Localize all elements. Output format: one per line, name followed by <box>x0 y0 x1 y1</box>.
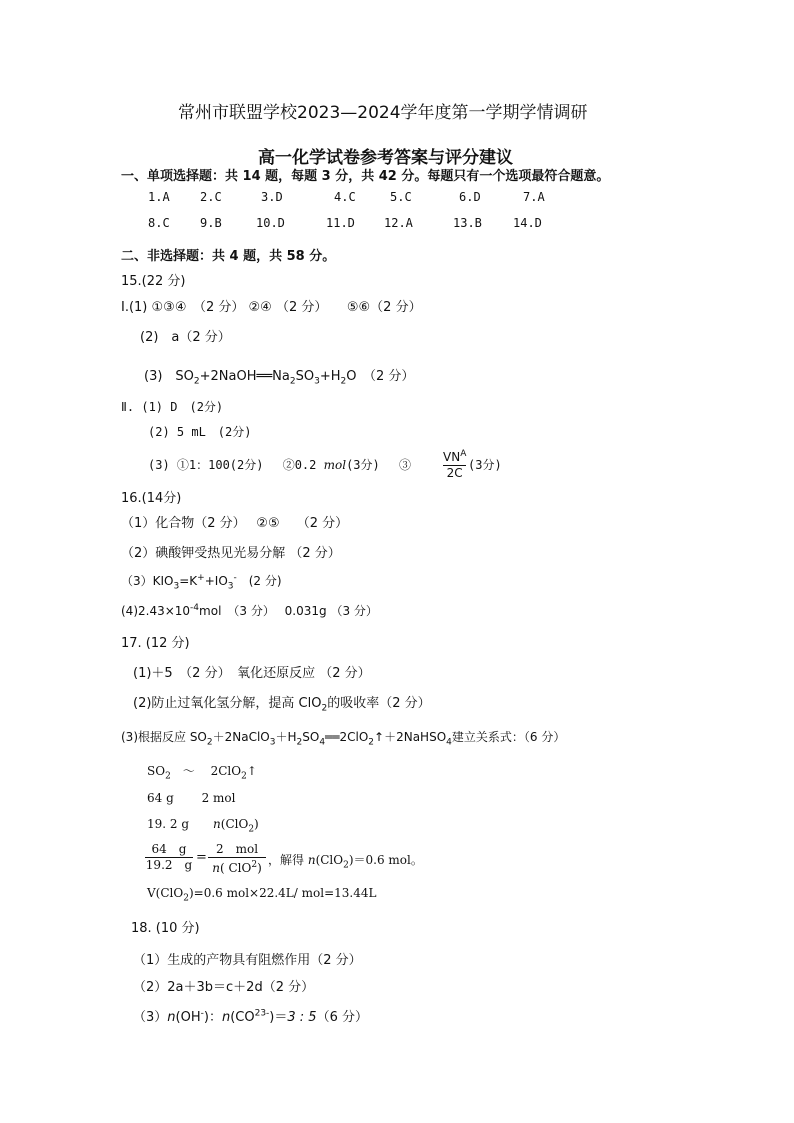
q17-relation-3: 19. 2 g n(ClO$_2$) <box>147 817 259 835</box>
q16-l1: （1）化合物（2 分） ②⑤ （2 分） <box>121 516 349 531</box>
answer-5: 5.C <box>390 190 412 204</box>
q17-fraction-1: 64 g 19.2 g <box>145 842 193 872</box>
q15-i3: (3) $SO_2+2NaOH══Na_2SO_3+H_2O$ （2 分） <box>144 369 415 387</box>
q17-fraction-2: 2 mol n( ClO$^2$) <box>208 842 266 876</box>
q16-l3: $(3)KIO_3=K^++IO_3^-$ (2 分) <box>121 573 282 592</box>
page-subtitle: 高一化学试卷参考答案与评分建议 <box>258 148 513 168</box>
answer-8: 8.C <box>148 216 170 230</box>
q18-title: 18. (10 分) <box>131 921 200 936</box>
q17-solve: ，解得 n(ClO$_2$)＝0.6 mol。 <box>268 853 423 871</box>
answer-11: 11.D <box>326 216 355 230</box>
answer-10: 10.D <box>256 216 285 230</box>
q15-ii1: Ⅱ. (1) D (2分) <box>121 400 224 414</box>
section2-heading: 二、非选择题：共 4 题，共 58 分。 <box>121 249 336 264</box>
q17-equals: = <box>196 850 207 865</box>
q15-ii3-score: (3分) <box>468 458 502 472</box>
answer-12: 12.A <box>384 216 413 230</box>
answer-9: 9.B <box>200 216 222 230</box>
q18-l2: （2）2a＋3b＝c＋2d（2 分） <box>133 980 315 995</box>
q17-relation: $SO_2$ ～ 2ClO$_2$↑ <box>147 764 257 782</box>
answer-2: 2.C <box>200 190 222 204</box>
answer-6: 6.D <box>459 190 481 204</box>
section1-heading: 一、单项选择题：共 14 题，每题 3 分，共 42 分。每题只有一个选项最符合题意。 <box>121 169 610 184</box>
q17-relation-2: 64 g 2 mol <box>147 791 236 805</box>
q16-l4: $(4)2.43\times 10^{-4}mol$ （3 分） 0.031g （3 分） <box>121 603 378 618</box>
q18-l3: （3）n(OH-)：$n(CO^{23-})=3$ : 5（6 分） <box>133 1008 368 1025</box>
q16-title: 16.(14分) <box>121 491 182 506</box>
q17-title: 17. (12 分) <box>121 636 190 651</box>
answer-14: 14.D <box>513 216 542 230</box>
page-title: 常州市联盟学校2023—2024学年度第一学期学情调研 <box>178 103 588 123</box>
q17-volume: V(ClO$_2$)=0.6 mol×22.4L/ mol=13.44L <box>147 886 377 904</box>
answer-1: 1.A <box>148 190 170 204</box>
q15-ii2: (2) 5 mL (2分) <box>148 425 252 439</box>
q15-i1: Ⅰ.(1) ①③④ （2 分） ②④ （2 分） ⑤⑥（2 分） <box>121 300 422 315</box>
q17-l3: (3)根据反应 $SO_2+2NaClO_3+H_2SO_4══2ClO_2↑+2NaHSO_4$建立关系式：（6 分） <box>121 730 566 748</box>
q15-fraction: $VN^A$ 2C <box>443 449 467 480</box>
answer-4: 4.C <box>334 190 356 204</box>
q16-l2: （2）碘酸钾受热见光易分解 （2 分） <box>121 546 341 561</box>
q17-l1: (1)＋5 （2 分） 氧化还原反应 （2 分） <box>133 666 371 681</box>
q17-l2: (2)防止过氧化氢分解，提高 ClO$_2$的吸收率（2 分） <box>133 696 431 714</box>
answer-13: 13.B <box>453 216 482 230</box>
answer-3: 3.D <box>261 190 283 204</box>
q15-i2: (2) a（2 分） <box>140 330 231 345</box>
q15-ii3: (3) ①1：100(2分) ②0.2 mol(3分) ③ <box>148 458 411 472</box>
answer-7: 7.A <box>523 190 545 204</box>
q18-l1: （1）生成的产物具有阻燃作用（2 分） <box>133 953 362 968</box>
q15-title: 15.(22 分) <box>121 274 186 289</box>
